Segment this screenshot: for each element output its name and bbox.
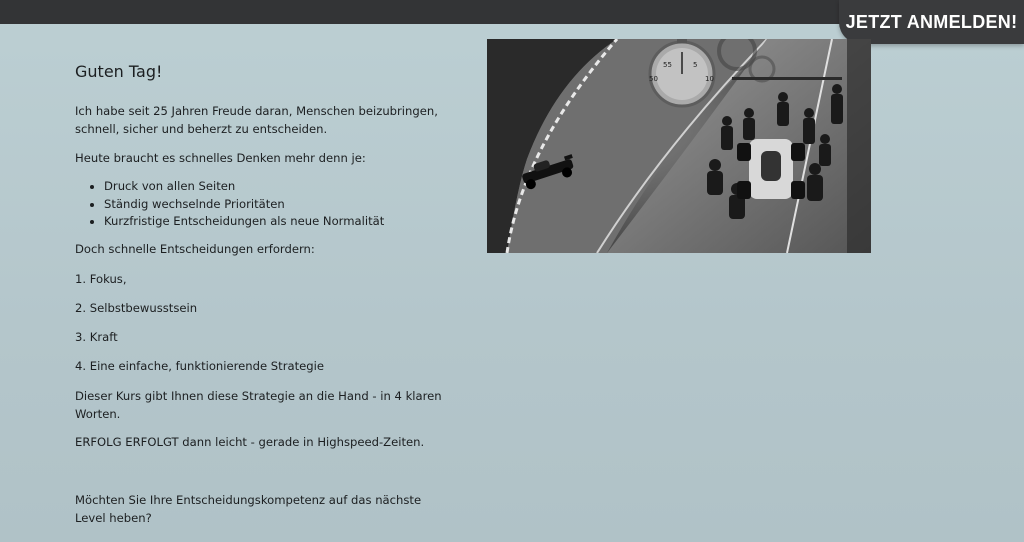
greeting-heading: Guten Tag! — [75, 62, 163, 81]
step-2: 2. Selbstbewusstsein — [75, 301, 198, 315]
intro-text: Ich habe seit 25 Jahren Freude daran, Menschen beizubringen, schnell, sicher und beherzt zu entscheiden. — [75, 104, 438, 136]
register-button[interactable]: JETZT ANMELDEN! — [839, 0, 1024, 44]
list-item: • Druck von allen Seiten — [104, 178, 384, 196]
step-4: 4. Eine einfache, funktionierende Strategie — [75, 359, 324, 373]
racing-pitstop-stopwatch-image — [487, 39, 871, 253]
success-text: ERFOLG ERFOLGT dann leicht - gerade in Highspeed-Zeiten. — [75, 435, 425, 449]
step-1: 1. Fokus, — [75, 272, 127, 286]
svg-text:10: 10 — [705, 75, 714, 83]
svg-text:55: 55 — [663, 61, 672, 69]
course-text: Dieser Kurs gibt Ihnen diese Strategie an die Hand - in 4 klaren Worten. — [75, 389, 442, 421]
hero-image — [487, 39, 871, 253]
list-item: • Ständig wechselnde Prioritäten — [104, 196, 384, 214]
list-item: • Kurzfristige Entscheidungen als neue Normalität — [104, 213, 384, 231]
svg-text:5: 5 — [693, 61, 698, 69]
step-3: 3. Kraft — [75, 330, 118, 344]
svg-text:50: 50 — [649, 75, 658, 83]
today-text: Heute braucht es schnelles Denken mehr denn je: — [75, 151, 366, 165]
pressure-list — [75, 178, 384, 231]
question-text: Möchten Sie Ihre Entscheidungskompetenz auf das nächste Level heben? — [75, 493, 422, 525]
requires-text: Doch schnelle Entscheidungen erfordern: — [75, 242, 315, 256]
